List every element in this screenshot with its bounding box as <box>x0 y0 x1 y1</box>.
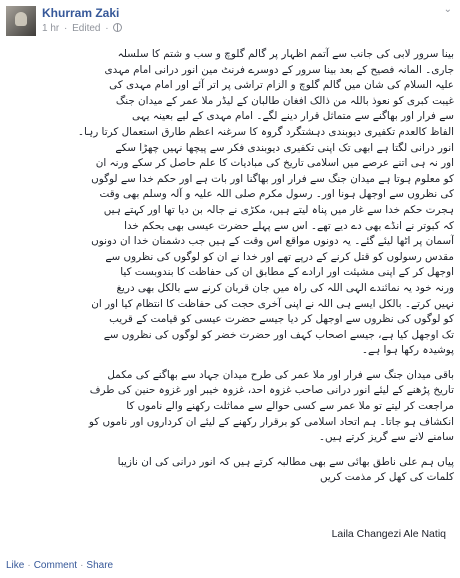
post-text-line: باقی میدان جنگ سے فرار اور ملا عمر کی طرح میدان جہاد سے بھاگنے کی مکمل <box>107 368 454 381</box>
post-body <box>6 47 454 495</box>
post-text-line: مقدس رسولوں کو قتل کرنے کے درپے تھے اور خدا نے ان کو لوگوں کی نظروں سے <box>105 250 454 263</box>
comment-button[interactable]: Comment <box>33 560 78 571</box>
post-text-line: علیہ السلام کی شان میں گالم گلوچ و الزام تراشی پر اتر آئے اور امام مہدی کی <box>109 79 454 92</box>
like-button[interactable]: Like <box>6 560 25 571</box>
author-name[interactable]: Khurram Zaki <box>42 6 120 20</box>
post-text-line: ہجرت حکم خدا سے غار میں پناہ لیتے ہیں، مکڑی نے جالہ بن دیا تھا اور کہتے ہیں <box>103 203 454 216</box>
post-text-line: آسمان پر اٹھا لیئے گئے۔ یہ دونوں مواقع اس وقت کے ہیں جب دشمنان خدا ان دونوں <box>91 235 454 248</box>
post-text-line: پوشیدہ رکھا ہوا ہے۔ <box>361 344 454 357</box>
paragraph-3 <box>6 455 454 486</box>
share-button[interactable]: Share <box>86 560 114 571</box>
post-text-line: اور نہ ہی اتنے عرصے میں اسلامی تاریخ کی مبادیات کا علم حاصل کر سکے ورنہ ان <box>95 157 454 170</box>
post-text-line: کو لوگوں کی نظروں سے اوجھل کر دیا جیسے حضرت عیسی کو قیامت کے قریب <box>109 313 454 326</box>
globe-icon[interactable] <box>113 23 122 32</box>
post-text-line: تک اوجھل کیا ہے، جیسے اصحاب کہف اور حضرت خضر کو لوگوں کی نظروں سے <box>103 328 454 341</box>
post-text-line: مراجعت کر لیتے تو ملا عمر سے کسی حوالے سے مماثلت رکھنے والے ناموں کا <box>126 400 454 413</box>
post-text-line: تاریخ پڑھنے کے لیئے انور درانی صاحب غزوہ احد، غزوہ خیبر اور غزوہ حنین کی طرف <box>89 384 454 397</box>
action-separator: · <box>80 560 84 571</box>
post-text-line: غیبت کبری کو نعوذ باللہ من ذالک افغان طالبان کے لیڈر ملا عمر کے میدان جنگ <box>115 94 454 107</box>
post-text-line: ورنہ خود یہ نمائندے الہی اللہ کی راہ میں جان قربان کرنے سے بالکل بھی دریغ <box>116 281 454 294</box>
post-time[interactable]: 1 hr <box>42 23 60 34</box>
meta-separator: · <box>105 23 109 34</box>
post-text-line: الفاظ کالعدم تکفیری دیوبندی دہشتگرد گروہ کا سرغنہ اعظم طارق استعمال کرتا رہا۔ <box>77 125 454 138</box>
post-signature: Laila Changezi Ale Natiq <box>331 528 446 540</box>
meta-separator: · <box>64 23 68 34</box>
post-actions <box>6 560 113 571</box>
post-text-line: انکشاف ہو جاتا۔ ہم اتحاد اسلامی کو برقرار رکھنے کے لیئے ان کرداروں اور ناموں کو <box>88 415 454 428</box>
paragraph-1 <box>6 47 454 359</box>
post-text-line: کو معلوم ہوتا ہے میدان جنگ سے فرار اور بھاگنا اور بات ہے اور حکم خدا سے لوگوں <box>91 172 454 185</box>
paragraph-2 <box>6 368 454 446</box>
post-text-line: بینا سرور لابی کی جانب سے آتمم اظہار پر گالم گلوچ و سب و شتم کا سلسلہ <box>117 48 454 60</box>
post-text-line: اوجھل کر کے اپنی مشیئت اور ارادے کے مطابق ان کی حفاظت کا بندوبست کیا <box>120 266 454 279</box>
edited-label[interactable]: Edited <box>72 23 101 34</box>
post-text-line: سامنے لانے سے گریز کرتے ہیں۔ <box>318 431 454 444</box>
post-text-line: جاری۔ المانہ فصیح کے بعد بینا سرور کے دوسرے فرنٹ مین انور درانی امام مہدی <box>104 63 454 76</box>
post-text-line: کی نظروں سے اوجھل ہونا اور۔ رسول مکرم صلی اللہ علیہ و آلہ وسلم بھی وقت <box>99 188 454 201</box>
post-meta <box>42 23 124 34</box>
post-header <box>0 0 460 46</box>
chevron-down-icon[interactable]: ⌄ <box>443 4 452 15</box>
post-text-line: نہیں کرتے۔ بالکل ایسے ہی اللہ نے اپنی آخری حجت کی حفاظت کا انتظام کیا اور ان <box>91 297 454 310</box>
post-text-line: پیاں ہم علی ناطق بھائی سے بھی مطالبہ کرتے ہیں کہ انور درانی کی ان نازیبا <box>117 455 454 468</box>
post-text-line: کہ کبوتر نے انڈے بھی دے دیے تھے۔ اس سے پہلے حضرت عیسی بھی بحکم خدا <box>124 219 454 232</box>
post-text-line: انور درانی لگتا ہے ابھی تک اپنی تکفیری دیوبندی فکر سے پیچھا نہیں چھڑا سکے <box>115 141 454 154</box>
post-text-line: کلمات کی کھل کر مذمت کریں <box>319 471 454 484</box>
post-text-line: سے فرار اور بھاگنے سے متماثل قرار دینے لگے۔ امام مہدی کے لیے بعینہ یہی <box>131 110 454 123</box>
author-avatar[interactable] <box>6 6 36 36</box>
action-separator: · <box>27 560 31 571</box>
